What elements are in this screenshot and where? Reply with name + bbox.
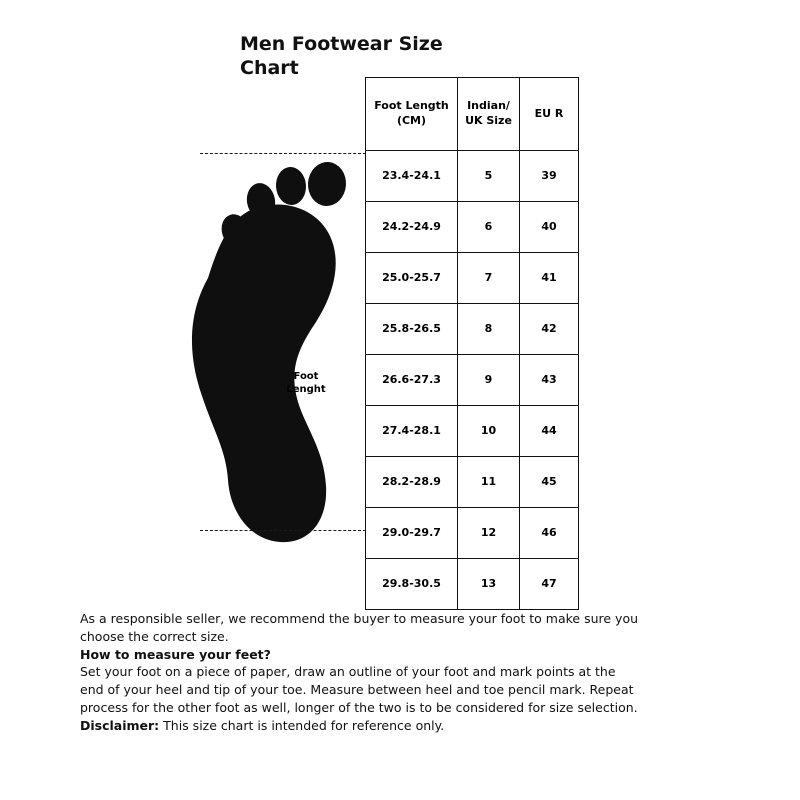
note-line-2: choose the correct size. (80, 628, 229, 644)
note-line-1: As a responsible seller, we recommend the buyer to measure your foot to make sure you (80, 611, 639, 626)
disclaimer-text: This size chart is intended for reference only. (159, 717, 445, 733)
cell-uk-size: 11 (458, 457, 520, 508)
table-row (366, 355, 579, 406)
cell-eu-size: 39 (520, 151, 579, 202)
note-line-4: end of your heel and tip of your toe. Measure between heel and toe pencil mark. Repeat (80, 682, 634, 697)
notes-section (80, 610, 720, 734)
cell-uk-size: 6 (458, 202, 520, 253)
cell-foot-length: 26.6-27.3 (366, 355, 458, 406)
column-header-foot-length: Foot Length (CM) (366, 78, 458, 151)
cell-eu-size: 47 (520, 559, 579, 610)
cell-uk-size: 12 (458, 508, 520, 559)
column-header-uk-size: Indian/ UK Size (458, 78, 520, 151)
cell-eu-size: 40 (520, 202, 579, 253)
cell-foot-length: 27.4-28.1 (366, 406, 458, 457)
cell-uk-size: 5 (458, 151, 520, 202)
measure-guide-bottom (200, 530, 366, 531)
cell-foot-length: 24.2-24.9 (366, 202, 458, 253)
how-to-measure-heading: How to measure your feet? (80, 646, 271, 662)
foot-sole-shape (180, 150, 370, 550)
cell-uk-size: 9 (458, 355, 520, 406)
cell-eu-size: 41 (520, 253, 579, 304)
cell-eu-size: 43 (520, 355, 579, 406)
cell-uk-size: 8 (458, 304, 520, 355)
table-row (366, 253, 579, 304)
table-row (366, 406, 579, 457)
cell-foot-length: 28.2-28.9 (366, 457, 458, 508)
table-row (366, 304, 579, 355)
foot-illustration (180, 150, 370, 550)
foot-length-label: Foot Lenght (286, 371, 326, 395)
cell-foot-length: 23.4-24.1 (366, 151, 458, 202)
cell-foot-length: 29.8-30.5 (366, 559, 458, 610)
cell-eu-size: 46 (520, 508, 579, 559)
table-row (366, 202, 579, 253)
cell-uk-size: 7 (458, 253, 520, 304)
note-line-5: process for the other foot as well, longer of the two is to be considered for size selection. (80, 699, 638, 715)
disclaimer-line (80, 717, 720, 735)
page-title: Men Footwear Size Chart (240, 33, 443, 79)
cell-foot-length: 25.8-26.5 (366, 304, 458, 355)
cell-foot-length: 25.0-25.7 (366, 253, 458, 304)
table-row (366, 559, 579, 610)
cell-eu-size: 44 (520, 406, 579, 457)
size-chart-table (365, 77, 579, 610)
cell-foot-length: 29.0-29.7 (366, 508, 458, 559)
cell-uk-size: 13 (458, 559, 520, 610)
table-row (366, 508, 579, 559)
table-header-row (366, 78, 579, 151)
note-line-3: Set your foot on a piece of paper, draw an outline of your foot and mark points at the (80, 664, 616, 680)
cell-uk-size: 10 (458, 406, 520, 457)
column-header-eu-size: EU R (520, 78, 579, 151)
cell-eu-size: 42 (520, 304, 579, 355)
measure-guide-top (200, 153, 366, 154)
disclaimer-label: Disclaimer: (80, 717, 160, 733)
table-row (366, 457, 579, 508)
cell-eu-size: 45 (520, 457, 579, 508)
table-row (366, 151, 579, 202)
